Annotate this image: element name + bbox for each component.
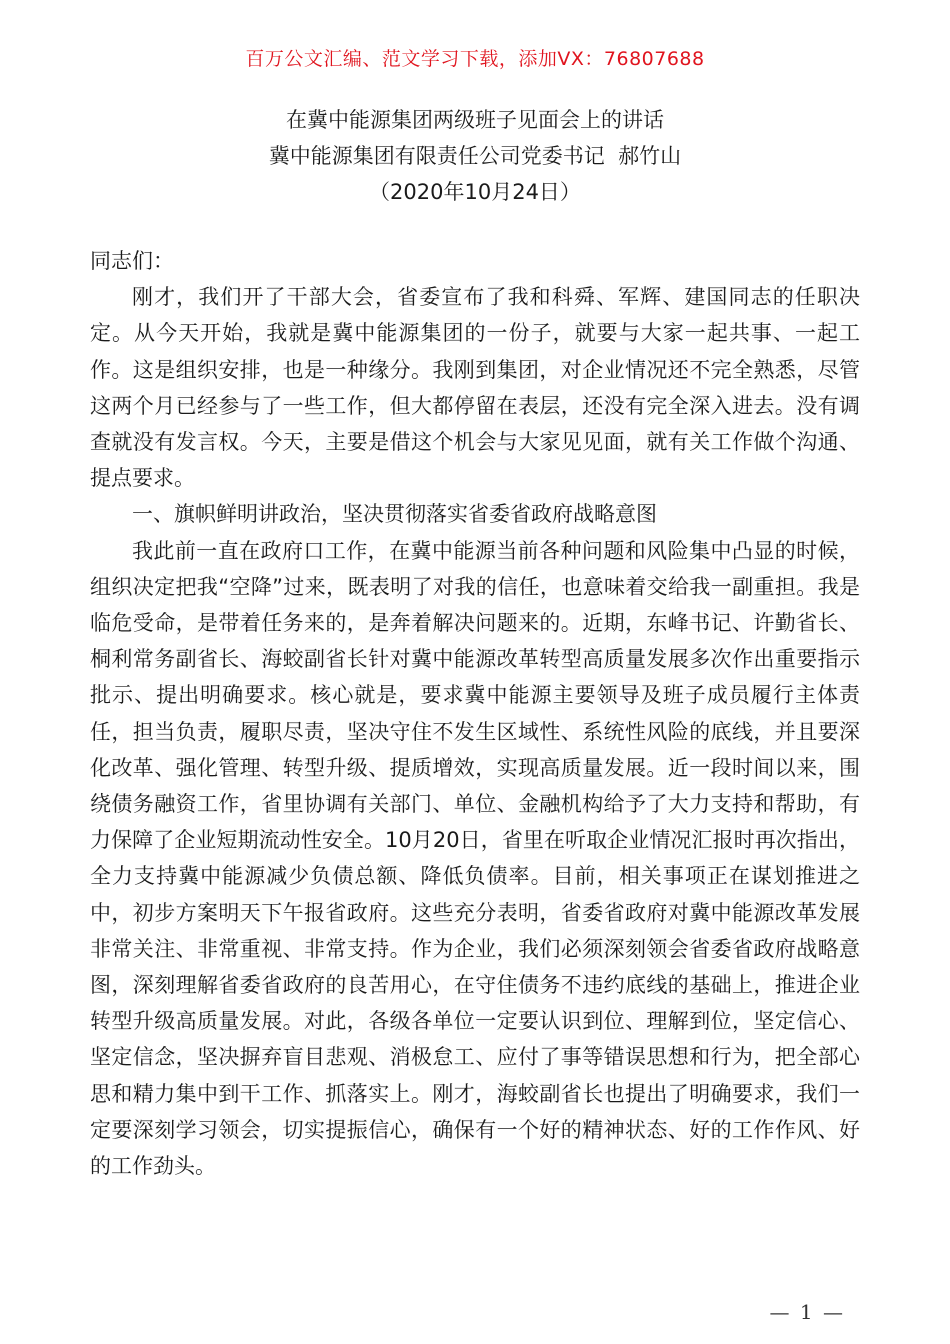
- section-heading: 一、旗帜鲜明讲政治，坚决贯彻落实省委省政府战略意图: [132, 502, 657, 527]
- speech-date: （2020年10月24日）: [369, 180, 581, 204]
- section-paragraph: 我此前一直在政府口工作，在冀中能源当前各种问题和风险集中凸显的时候，组织决定把我“空降”过来，既表明了对我的信任，也意味着交给我一副重担。我是临危受命，是带着任务来的，是奔着解决问题来的。近期，东峰书记、许勤省长、桐利常务副省长、海蛟副省长针对冀中能源改革转型高质量发展多次作出重要指示批示、提出明确要求。核心就是，要求冀中能源主要领导及班子成员履行主体责任，担当负责，履职尽责，坚决守住不发生区域性、系统性风险的底线，并且要深化改革、强化管理、转型升级、提质增效，实现高质量发展。近一段时间以来，围绕债务融资工作，省里协调有关部门、单位、金融机构给予了大力支持和帮助，有力保障了企业短期流动性安全。10月20日，省里在听取企业情况汇报时再次指出，全力支持冀中能源减少负债总额、降低负债率。目前，相关事项正在谋划推进之中，初步方案明天下午报省政府。这些充分表明，省委省政府对冀中能源改革发展非常关注、非常重视、非常支持。作为企业，我们必须深刻领会省委省政府战略意图，深刻理解省委省政府的良苦用心，在守住债务不违约底线的基础上，推进企业转型升级高质量发展。对此，各级各单位一定要认识到位、理解到位，坚定信心、坚定信念，坚决摒弃盲目悲观、消极怠工、应付了事等错误思想和行为，把全部心思和精力集中到干工作、抓落实上。刚才，海蛟副省长也提出了明确要求，我们一定要深刻学习领会，切实提振信心，确保有一个好的精神状态、好的工作作风、好的工作劲头。: [90, 538, 860, 1179]
- opening-paragraph: 刚才，我们开了干部大会，省委宣布了我和科舜、军辉、建国同志的任职决定。从今天开始，我就是冀中能源集团的一份子，就要与大家一起共事、一起工作。这是组织安排，也是一种缘分。我刚到集团，对企业情况还不完全熟悉，尽管这两个月已经参与了一些工作，但大都停留在表层，还没有完全深入进去。没有调查就没有发言权。今天，主要是借这个机会与大家见见面，就有关工作做个沟通、提点要求。: [90, 285, 860, 491]
- speech-title: 在冀中能源集团两级班子见面会上的讲话: [286, 108, 664, 132]
- speech-body: [90, 243, 860, 1184]
- header-watermark-text: 百万公文汇编、范文学习下载，添加VX：76807688: [245, 48, 705, 70]
- speaker-line: 冀中能源集团有限责任公司党委书记 郝竹山: [268, 144, 682, 168]
- salutation: 同志们：: [90, 249, 174, 273]
- page-number: — 1 —: [769, 1300, 845, 1324]
- title-block: [0, 102, 950, 210]
